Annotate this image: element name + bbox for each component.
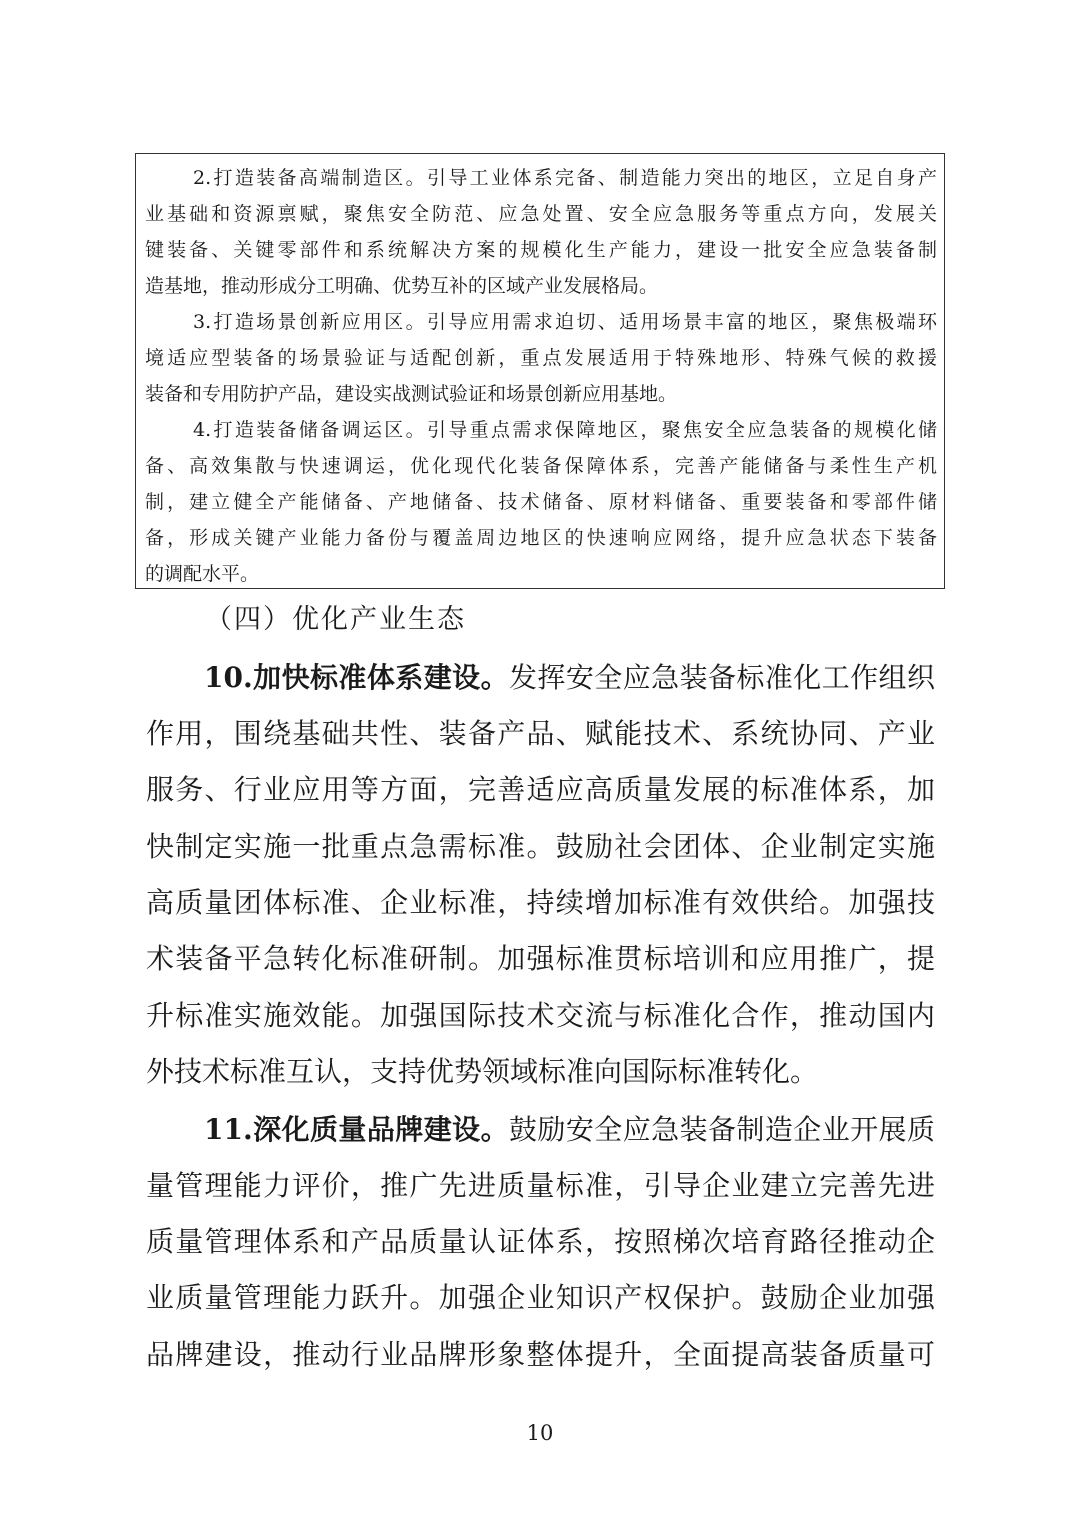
item-text: 鼓励安全应急装备制造企业开展质 xyxy=(509,1113,935,1146)
paragraph-line: 快制定实施一批重点急需标准。鼓励社会团体、企业制定实施 xyxy=(146,830,935,863)
box-text-line: 的调配水平。 xyxy=(145,563,260,585)
item-text: 发挥安全应急装备标准化工作组织 xyxy=(509,661,935,694)
section-heading: （四）优化产业生态 xyxy=(205,604,466,635)
box-text-line: 装备和专用防护产品，建设实战测试验证和场景创新应用基地。 xyxy=(145,383,678,405)
page-number: 10 xyxy=(526,1421,554,1445)
paragraph-line: 质量管理体系和产品质量认证体系，按照梯次培育路径推动企 xyxy=(146,1225,935,1258)
paragraph-line: 作用，围绕基础共性、装备产品、赋能技术、系统协同、产业 xyxy=(146,717,935,750)
paragraph-line: 外技术标准互认，支持优势领域标准向国际标准转化。 xyxy=(146,1055,819,1088)
box-text-line: 制，建立健全产能储备、产地储备、技术储备、原材料储备、重要装备和零部件储 xyxy=(145,491,937,513)
highlight-box xyxy=(135,153,945,589)
box-text-line: 2.打造装备高端制造区。引导工业体系完备、制造能力突出的地区，立足自身产 xyxy=(193,167,937,189)
paragraph-line: 量管理能力评价，推广先进质量标准，引导企业建立完善先进 xyxy=(146,1169,935,1202)
box-text-line: 3.打造场景创新应用区。引导应用需求迫切、适用场景丰富的地区，聚焦极端环 xyxy=(193,311,937,333)
item-heading: 11.深化质量品牌建设。 xyxy=(204,1113,509,1146)
paragraph-line: 升标准实施效能。加强国际技术交流与标准化合作，推动国内 xyxy=(146,999,935,1032)
box-text-line: 备、高效集散与快速调运，优化现代化装备保障体系，完善产能储备与柔性生产机 xyxy=(145,455,937,477)
paragraph-line xyxy=(204,1112,935,1148)
paragraph-line: 服务、行业应用等方面，完善适应高质量发展的标准体系，加 xyxy=(146,773,935,806)
paragraph-line: 术装备平急转化标准研制。加强标准贯标培训和应用推广，提 xyxy=(146,942,935,975)
box-text-line: 备，形成关键产业能力备份与覆盖周边地区的快速响应网络，提升应急状态下装备 xyxy=(145,527,937,549)
box-text-line: 境适应型装备的场景验证与适配创新，重点发展适用于特殊地形、特殊气候的救援 xyxy=(145,347,937,369)
paragraph-line: 高质量团体标准、企业标准，持续增加标准有效供给。加强技 xyxy=(146,886,935,919)
paragraph-line xyxy=(204,660,935,696)
box-text-line: 造基地，推动形成分工明确、优势互补的区域产业发展格局。 xyxy=(145,275,659,297)
box-text-line: 4.打造装备储备调运区。引导重点需求保障地区，聚焦安全应急装备的规模化储 xyxy=(193,419,937,441)
paragraph-line: 品牌建设，推动行业品牌形象整体提升，全面提高装备质量可 xyxy=(146,1338,935,1371)
paragraph-line: 业质量管理能力跃升。加强企业知识产权保护。鼓励企业加强 xyxy=(146,1281,935,1314)
item-heading: 10.加快标准体系建设。 xyxy=(204,661,509,694)
box-text-line: 键装备、关键零部件和系统解决方案的规模化生产能力，建设一批安全应急装备制 xyxy=(145,239,937,261)
box-text-line: 业基础和资源禀赋，聚焦安全防范、应急处置、安全应急服务等重点方向，发展关 xyxy=(145,203,937,225)
